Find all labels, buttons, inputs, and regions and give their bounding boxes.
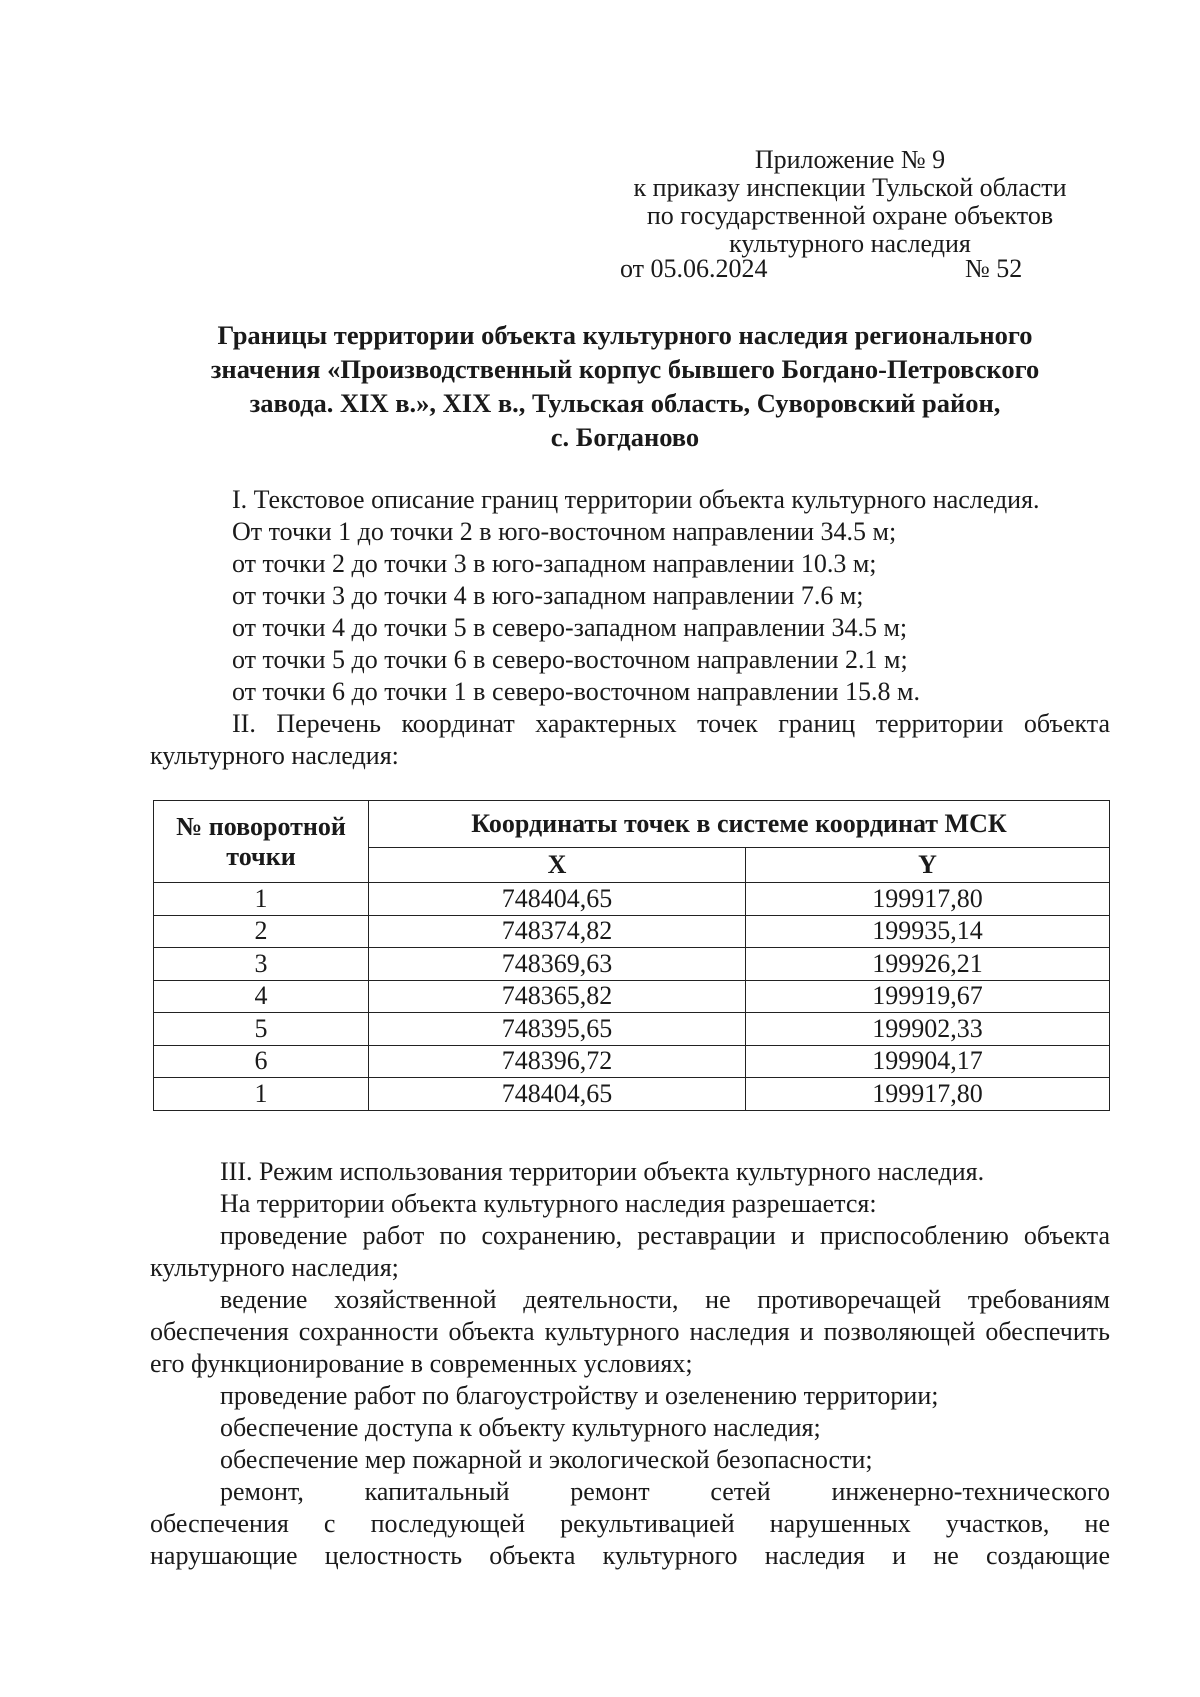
boundary-line: от точки 5 до точки 6 в северо-восточном направлении 2.1 м; — [232, 645, 908, 674]
cell-x: 748365,82 — [369, 980, 746, 1013]
cell-x: 748404,65 — [369, 883, 746, 916]
cell-y: 199926,21 — [746, 948, 1110, 981]
cell-y: 199917,80 — [746, 883, 1110, 916]
section-3 — [150, 1156, 1110, 1572]
allowed-item-line: обеспечения с последующей рекультивацией нарушенных участков, не — [150, 1509, 1110, 1538]
cell-point: 2 — [154, 915, 369, 948]
allowed-intro: На территории объекта культурного наследия разрешается: — [220, 1189, 877, 1218]
table-row — [154, 1078, 1110, 1111]
boundary-line: от точки 3 до точки 4 в юго-западном направлении 7.6 м; — [232, 581, 864, 610]
cell-y: 199904,17 — [746, 1045, 1110, 1078]
cell-y: 199935,14 — [746, 915, 1110, 948]
cell-x: 748396,72 — [369, 1045, 746, 1078]
cell-point: 1 — [154, 1078, 369, 1111]
col-x-header: X — [369, 848, 746, 883]
allowed-item-line: нарушающие целостность объекта культурного наследия и не создающие — [150, 1541, 1110, 1570]
table-row — [154, 980, 1110, 1013]
allowed-item: обеспечение доступа к объекту культурного наследия; — [220, 1413, 821, 1442]
table-row — [154, 915, 1110, 948]
cell-y: 199902,33 — [746, 1013, 1110, 1046]
cell-x: 748404,65 — [369, 1078, 746, 1111]
order-date: от 05.06.2024 — [620, 254, 768, 283]
col-coords-header: Координаты точек в системе координат МСК — [369, 801, 1110, 848]
cell-point: 4 — [154, 980, 369, 1013]
coordinates-table — [153, 800, 1110, 1111]
appendix-heritage-line: культурного наследия — [729, 229, 971, 258]
allowed-item: проведение работ по сохранению, реставрации и приспособлению объекта культурного наследия; — [150, 1221, 1110, 1282]
boundary-line: от точки 2 до точки 3 в юго-западном направлении 10.3 м; — [232, 549, 877, 578]
allowed-item-line: ремонт, капитальный ремонт сетей инженерно-технического — [220, 1477, 1110, 1506]
col-point-label: № поворотной — [176, 811, 346, 841]
boundary-line: от точки 6 до точки 1 в северо-восточном направлении 15.8 м. — [232, 677, 920, 706]
allowed-item: ведение хозяйственной деятельности, не противоречащей требованиям обеспечения сохранности объекта культурного наследия и позволяющей обеспечить его функционирование в современных условиях; — [150, 1285, 1110, 1378]
section-1-heading: I. Текстовое описание границ территории объекта культурного наследия. — [232, 485, 1040, 514]
title-line: с. Богданово — [550, 422, 700, 452]
allowed-item: проведение работ по благоустройству и озеленению территории; — [220, 1381, 939, 1410]
section-1 — [150, 484, 1110, 708]
title-line: Границы территории объекта культурного наследия регионального — [217, 320, 1033, 350]
section-2-heading: II. Перечень координат характерных точек границ территории объекта культурного наследия: — [150, 709, 1110, 770]
appendix-authority-line: по государственной охране объектов — [646, 201, 1054, 230]
appendix-number: Приложение № 9 — [754, 145, 946, 174]
boundary-line: От точки 1 до точки 2 в юго-восточном направлении 34.5 м; — [232, 517, 897, 546]
title-line: значения «Производственный корпус бывшего Богдано-Петровского — [210, 354, 1040, 384]
col-point-header — [154, 801, 369, 883]
table-row — [154, 1045, 1110, 1078]
cell-point: 1 — [154, 883, 369, 916]
table-header-row — [154, 801, 1110, 848]
cell-point: 6 — [154, 1045, 369, 1078]
section-3-heading: III. Режим использования территории объекта культурного наследия. — [220, 1157, 985, 1186]
col-y-header: Y — [746, 848, 1110, 883]
appendix-order-line: к приказу инспекции Тульской области — [633, 173, 1067, 202]
table-row — [154, 1013, 1110, 1046]
title-line: завода. XIX в.», XIX в., Тульская область, Суворовский район, — [249, 388, 1001, 418]
cell-x: 748374,82 — [369, 915, 746, 948]
table-row — [154, 883, 1110, 916]
boundary-line: от точки 4 до точки 5 в северо-западном направлении 34.5 м; — [232, 613, 908, 642]
cell-x: 748395,65 — [369, 1013, 746, 1046]
appendix-header — [590, 146, 1110, 258]
order-number: № 52 — [965, 254, 1023, 283]
cell-x: 748369,63 — [369, 948, 746, 981]
allowed-item: обеспечение мер пожарной и экологической безопасности; — [220, 1445, 873, 1474]
cell-point: 5 — [154, 1013, 369, 1046]
document-title — [150, 318, 1100, 454]
col-point-label-2: точки — [226, 841, 296, 871]
cell-point: 3 — [154, 948, 369, 981]
table-row — [154, 948, 1110, 981]
cell-y: 199917,80 — [746, 1078, 1110, 1111]
cell-y: 199919,67 — [746, 980, 1110, 1013]
